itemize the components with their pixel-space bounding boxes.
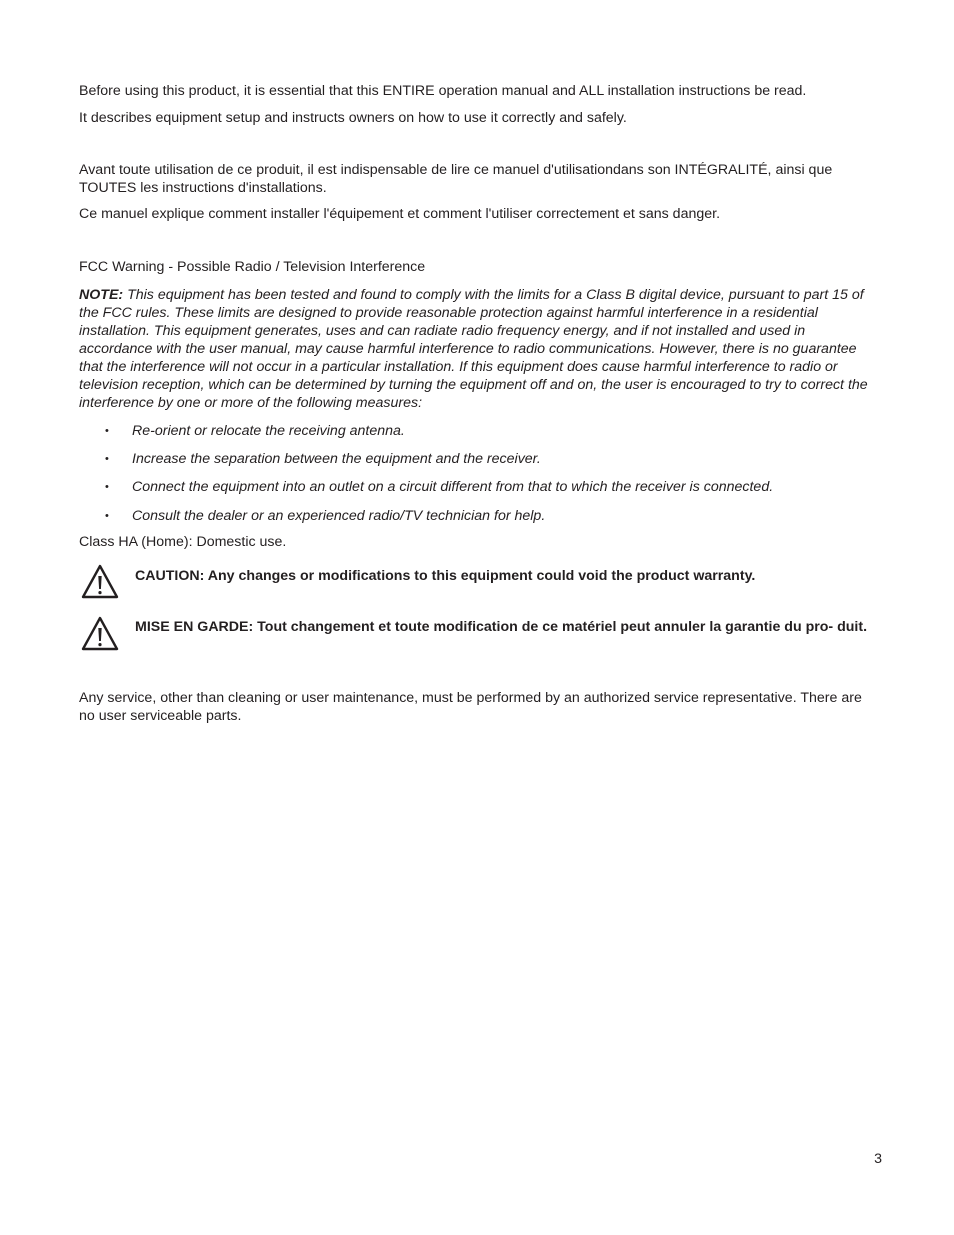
bullet-icon: • xyxy=(105,453,109,465)
service-notice: Any service, other than cleaning or user maintenance, must be performed by an authorized service representative. There are no user serviceable parts. xyxy=(79,690,862,724)
bullet-icon: • xyxy=(105,481,109,493)
warning-triangle-icon xyxy=(81,616,119,652)
measure-text: Increase the separation between the equipment and the receiver. xyxy=(132,451,541,467)
fcc-heading: FCC Warning - Possible Radio / Television Interference xyxy=(79,259,426,275)
measure-text: Connect the equipment into an outlet on a circuit different from that to which the receiver is connected. xyxy=(132,479,774,495)
intro-en-line1: Before using this product, it is essential that this ENTIRE operation manual and ALL installation instructions be read. xyxy=(79,83,807,99)
note-label: NOTE: xyxy=(79,287,124,303)
measure-text: Re-orient or relocate the receiving antenna. xyxy=(132,423,405,439)
note-text: This equipment has been tested and found to comply with the limits for a Class B digital device, pursuant to part 15 of the FCC rules. These limits are designed to provide reasonable protection against harmful interference in a residential installation. This equipment generates, uses and can radiate radio frequency energy, and if not installed and used in accordance with the user manual, may cause harmful interference to radio communications. However, there is no guarantee that the interference will not occur in a particular installation. If this equipment does cause harmful interference to radio or television reception, which can be determined by turning the equipment off and on, the user is encouraged to try to correct the interference by one or more of the following measures: xyxy=(79,287,868,411)
bullet-icon: • xyxy=(105,425,109,437)
class-line: Class HA (Home): Domestic use. xyxy=(79,534,287,550)
intro-fr-line1: Avant toute utilisation de ce produit, il est indispensable de lire ce manuel d'utilisationdans son INTÉGRALITÉ, ainsi que TOUTES les instructions d'installations. xyxy=(79,162,833,196)
bullet-icon: • xyxy=(105,510,109,522)
measure-text: Consult the dealer or an experienced radio/TV technician for help. xyxy=(132,508,546,524)
fcc-note xyxy=(79,286,879,412)
warning-triangle-icon xyxy=(81,564,119,600)
intro-en-line2: It describes equipment setup and instructs owners on how to use it correctly and safely. xyxy=(79,110,627,126)
caution-en-text: CAUTION: Any changes or modifications to this equipment could void the product warranty. xyxy=(135,568,756,584)
page-number: 3 xyxy=(874,1151,882,1167)
caution-fr-text: MISE EN GARDE: Tout changement et toute modification de ce matériel peut annuler la garantie du pro- duit. xyxy=(135,619,868,635)
intro-fr-line2: Ce manuel explique comment installer l'équipement et comment l'utiliser correctement et sans danger. xyxy=(79,206,721,222)
